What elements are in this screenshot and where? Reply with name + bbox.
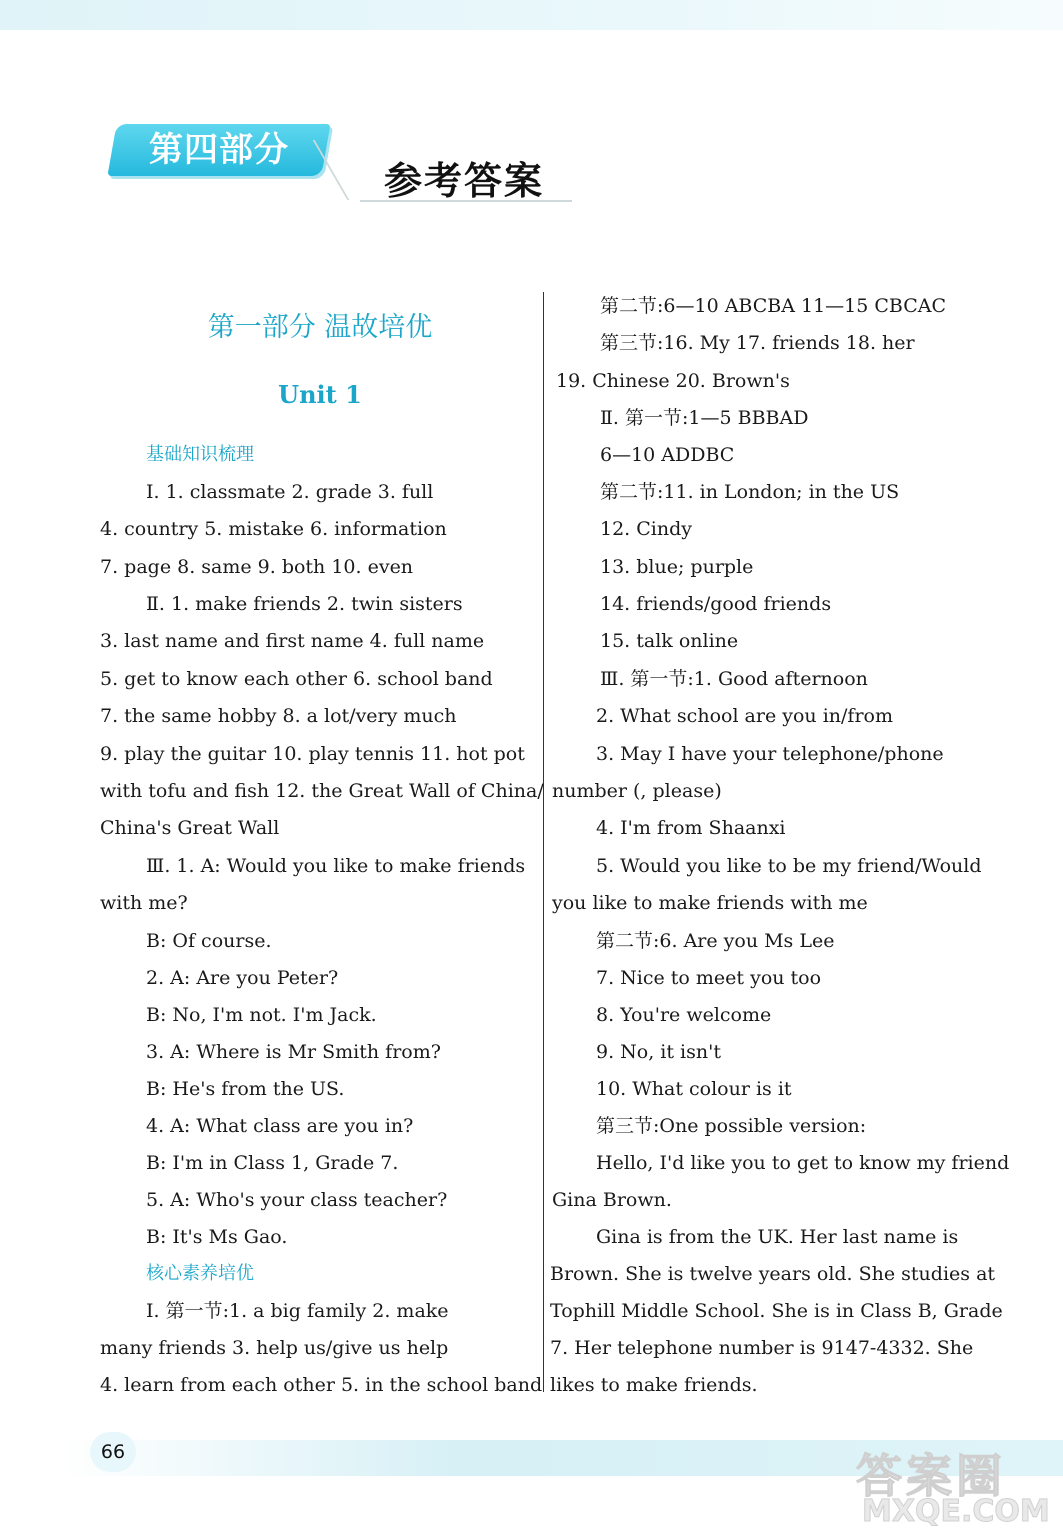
answer-line: B: No, I'm not. I'm Jack. xyxy=(146,1004,377,1026)
section-tab: 第四部分 xyxy=(149,130,289,170)
answer-line: many friends 3. help us/give us help xyxy=(100,1337,449,1359)
answer-line: 2. A: Are you Peter? xyxy=(146,967,339,989)
answer-line: 4. A: What class are you in? xyxy=(146,1115,414,1137)
answer-line: B: It's Ms Gao. xyxy=(146,1226,288,1248)
answer-line: 第三节:16. My 17. friends 18. her xyxy=(600,332,915,354)
page-number: 66 xyxy=(90,1432,136,1472)
unit-heading: Unit 1 xyxy=(278,380,362,409)
title-underline xyxy=(360,200,572,202)
column-divider xyxy=(543,292,544,1392)
answer-line: 第二节:6. Are you Ms Lee xyxy=(596,930,835,952)
answer-line: B: Of course. xyxy=(146,930,272,952)
watermark-logo: 答案圈 xyxy=(856,1449,1006,1503)
answer-line: Gina Brown. xyxy=(552,1189,672,1211)
answer-line: 8. You're welcome xyxy=(596,1004,772,1026)
answer-line: 4. I'm from Shaanxi xyxy=(596,817,786,839)
answer-line: 3. last name and first name 4. full name xyxy=(100,630,485,652)
answer-line: 4. learn from each other 5. in the school band xyxy=(100,1374,543,1396)
answer-line: you like to make friends with me xyxy=(552,892,868,914)
answer-line: Brown. She is twelve years old. She studies at xyxy=(550,1263,996,1285)
subheading-core-literacy: 核心素养培优 xyxy=(146,1263,254,1284)
answer-line: likes to make friends. xyxy=(550,1374,758,1396)
answer-line: China's Great Wall xyxy=(100,817,280,839)
answer-line: 第二节:11. in London; in the US xyxy=(600,481,900,503)
answer-line: Hello, I'd like you to get to know my friend xyxy=(596,1152,1010,1174)
answer-line: 3. A: Where is Mr Smith from? xyxy=(146,1041,441,1063)
answer-line: 9. No, it isn't xyxy=(596,1041,721,1063)
subheading-basic-knowledge: 基础知识梳理 xyxy=(146,444,254,465)
answer-line: Ⅰ. 1. classmate 2. grade 3. full xyxy=(146,481,434,503)
answer-line: number (, please) xyxy=(552,780,722,802)
answer-line: Ⅱ. 1. make friends 2. twin sisters xyxy=(146,593,463,615)
answer-line: Ⅰ. 第一节:1. a big family 2. make xyxy=(146,1300,449,1322)
answer-line: Gina is from the UK. Her last name is xyxy=(596,1226,959,1248)
answer-line: 7. the same hobby 8. a lot/very much xyxy=(100,705,457,727)
answer-line: 第二节:6—10 ABCBA 11—15 CBCAC xyxy=(600,295,947,317)
answer-line: 9. play the guitar 10. play tennis 11. hot pot xyxy=(100,743,525,765)
answer-line: 第三节:One possible version: xyxy=(596,1115,867,1137)
answer-line: 14. friends/good friends xyxy=(600,593,832,615)
top-decorative-band xyxy=(0,0,1063,30)
answer-line: Ⅲ. 第一节:1. Good afternoon xyxy=(600,668,868,690)
answer-line: 5. Would you like to be my friend/Would xyxy=(596,855,982,877)
answer-line: 7. Her telephone number is 9147-4332. She xyxy=(550,1337,974,1359)
answer-line: 6—10 ADDBC xyxy=(600,444,735,466)
answer-line: 7. Nice to meet you too xyxy=(596,967,822,989)
answer-line: 2. What school are you in/from xyxy=(596,705,893,727)
answer-line: 19. Chinese 20. Brown's xyxy=(556,370,790,392)
answer-line: 7. page 8. same 9. both 10. even xyxy=(100,556,414,578)
answer-line: 3. May I have your telephone/phone xyxy=(596,743,944,765)
answer-line: 4. country 5. mistake 6. information xyxy=(100,518,447,540)
answer-line: 12. Cindy xyxy=(600,518,693,540)
answer-line: Tophill Middle School. She is in Class B, Grade xyxy=(550,1300,1003,1322)
answer-line: with tofu and fish 12. the Great Wall of China/ xyxy=(100,780,544,802)
answer-line: Ⅱ. 第一节:1—5 BBBAD xyxy=(600,407,809,429)
watermark-url: MXQE.COM xyxy=(862,1494,1050,1529)
page-title: 参考答案 xyxy=(384,159,545,203)
answer-line: Ⅲ. 1. A: Would you like to make friends xyxy=(146,855,526,877)
answer-line: 15. talk online xyxy=(600,630,739,652)
answer-line: B: He's from the US. xyxy=(146,1078,345,1100)
answer-line: 5. get to know each other 6. school band xyxy=(100,668,493,690)
answer-line: 10. What colour is it xyxy=(596,1078,792,1100)
answer-line: 13. blue; purple xyxy=(600,556,754,578)
answer-line: 5. A: Who's your class teacher? xyxy=(146,1189,448,1211)
answer-line: with me? xyxy=(100,892,188,914)
part-heading: 第一部分 温故培优 xyxy=(207,312,433,343)
answer-line: B: I'm in Class 1, Grade 7. xyxy=(146,1152,399,1174)
